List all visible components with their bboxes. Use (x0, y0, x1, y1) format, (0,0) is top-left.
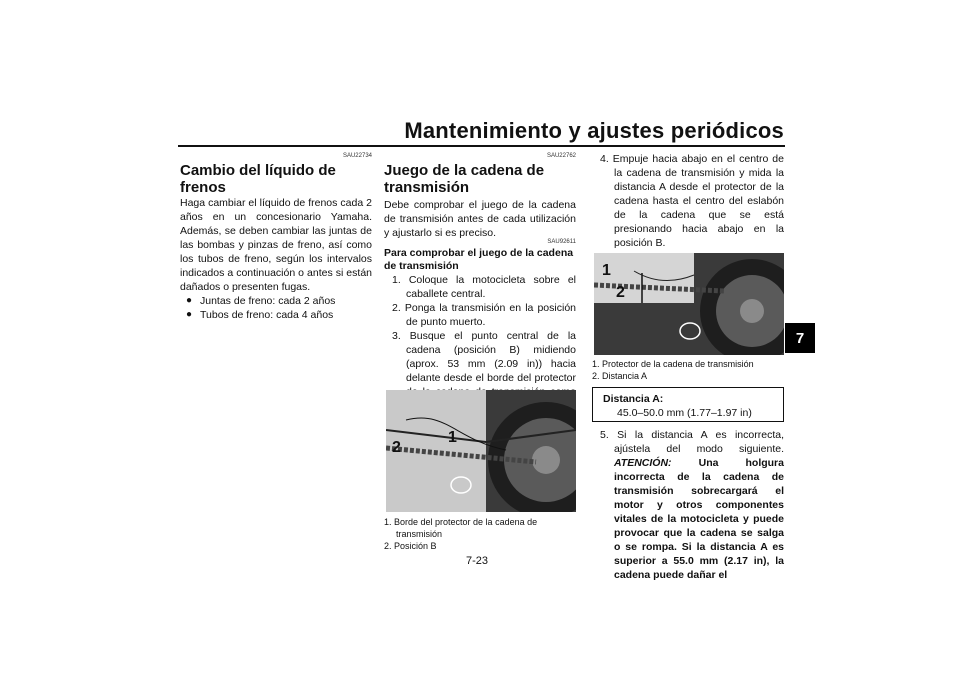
caption-item: 2. Distancia A (592, 371, 648, 381)
bullet-item (180, 308, 372, 322)
caption-item: 2. Posición B (384, 541, 437, 551)
warning-label: ATENCIÓN: (614, 457, 672, 469)
right-column-bottom (592, 428, 784, 582)
figure-label: 2 (392, 439, 401, 456)
page-title: Mantenimiento y ajustes periódicos (404, 118, 784, 143)
spec-value: 45.0–50.0 mm (1.77–1.97 in) (617, 407, 752, 419)
step-item: 2. Ponga la transmisión en la posición de punto muerto. (392, 302, 576, 328)
step-item: 4. Empuje hacia abajo en el centro de la cadena de transmisión y mida la distancia A desde el protector de la cadena hasta el centro del eslabón de la cadena que se está presionando hacia abajo en la posición B. (600, 153, 784, 249)
middle-column (384, 162, 576, 240)
step-item (592, 428, 784, 582)
left-column (180, 162, 372, 322)
subsection-heading: Para comprobar el juego de la cadena de transmisión (384, 247, 574, 272)
bullet-text: Tubos de freno: cada 4 años (200, 309, 334, 321)
bullet-text: Juntas de freno: cada 2 años (200, 295, 336, 307)
warning-text: Una holgura incorrecta de la cadena de transmisión sobrecargará el motor y otros componentes vitales de la motocicleta y puede provocar que la cadena se salga o se rompa. Si la distancia A es superior a 55.0 mm (2.17 in), la cadena puede dañar el (614, 457, 784, 581)
figure-label: 1 (602, 262, 611, 279)
motorcycle-rear-image (386, 390, 576, 512)
spec-label: Distancia A: (603, 393, 664, 405)
caption-item: 1. Protector de la cadena de transmisión (592, 359, 754, 369)
header-rule (178, 145, 785, 147)
step-item: 1. Coloque la motocicleta sobre el caballete central. (392, 274, 576, 300)
step-item: 3. Busque el punto central de la cadena (posición B) midiendo (aprox. 53 mm (2.09 in)) hacia delante desde el borde del protector (392, 330, 576, 384)
chapter-tab: 7 (785, 323, 815, 353)
section-paragraph: Haga cambiar el líquido de frenos cada 2 años en un concesionario Yamaha. Además, se deben cambiar las juntas de las bombas y pinzas de freno, así como los tubos de freno, según los intervalos indicados a continuación o antes si están dañados o presenten fugas. (180, 197, 372, 293)
spec-box (592, 387, 784, 422)
section-code: SAU22734 (342, 153, 372, 159)
figure-label: 1 (448, 429, 457, 446)
chain-measure-image (594, 253, 784, 355)
figure-label: 2 (616, 284, 625, 301)
bullet-icon: ● (186, 309, 193, 320)
distance-a-figure (594, 253, 784, 355)
section-paragraph: Debe comprobar el juego de la cadena de transmisión antes de cada utilización y ajustarlo si es preciso. (384, 199, 576, 239)
section-heading: Juego de la cadena de transmisión (384, 162, 545, 196)
chain-edge-figure (386, 390, 576, 512)
bullet-icon: ● (186, 295, 193, 306)
middle-steps (384, 247, 576, 413)
caption-item: 1. Borde del protector de la cadena de transmisión (384, 517, 538, 539)
section-heading: Cambio del líquido de frenos (180, 162, 336, 196)
step-text: 5. Si la distancia A es incorrecta, ajústela del modo siguiente. (600, 429, 784, 455)
page-number: 7-23 (466, 555, 489, 567)
section-code: SAU22762 (546, 153, 576, 159)
figure-captions (384, 516, 576, 552)
bullet-item (180, 294, 372, 308)
figure-captions (592, 358, 784, 382)
right-column-top (592, 152, 784, 250)
subsection-code: SAU92611 (547, 239, 576, 245)
